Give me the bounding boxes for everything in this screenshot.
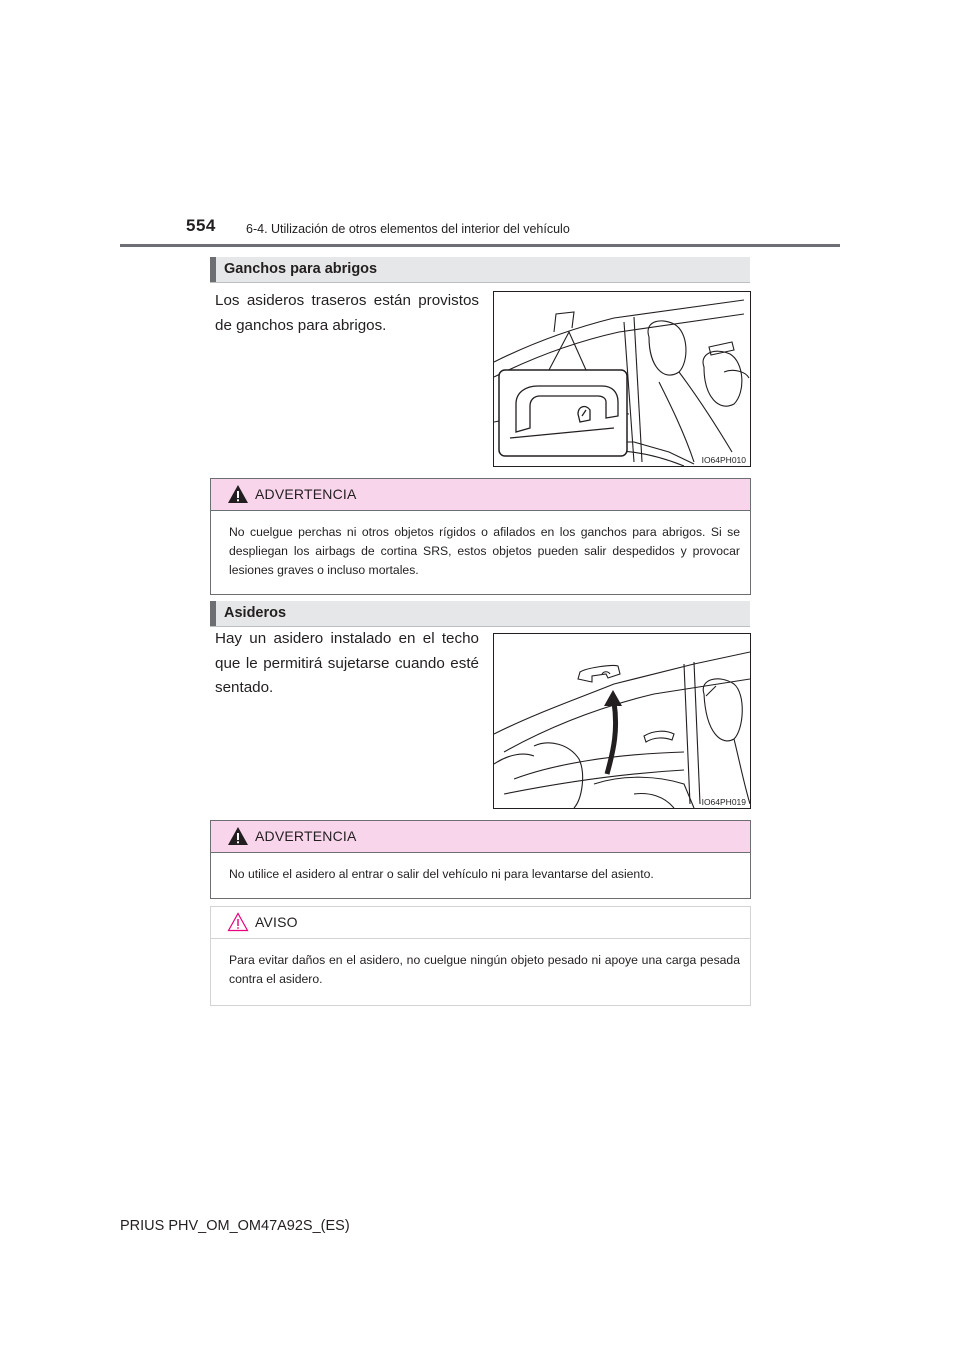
warning-box-coat-hooks — [210, 478, 751, 595]
section-heading-assist-grips — [210, 601, 750, 627]
notice-header — [211, 907, 750, 939]
warning-title: ADVERTENCIA — [255, 486, 357, 502]
section-stripe — [210, 257, 216, 282]
assist-grip-illustration — [493, 633, 751, 809]
warning-text: No cuelgue perchas ni otros objetos rígidos o afilados en los ganchos para abrigos. Si se despliegan los airbags de cortina SRS, estos objetos pueden salir despedidos y provocar lesiones graves o incluso mortales. — [229, 525, 740, 577]
warning-header — [211, 821, 750, 853]
section-stripe — [210, 601, 216, 626]
header-rule — [120, 244, 840, 247]
warning-icon — [227, 484, 249, 504]
figure-code: IO64PH019 — [701, 797, 746, 807]
section-heading-coat-hooks — [210, 257, 750, 283]
warning-text: No utilice el asidero al entrar o salir del vehículo ni para levantarse del asiento. — [229, 867, 654, 881]
warning-title: ADVERTENCIA — [255, 828, 357, 844]
section-heading-text: Asideros — [224, 605, 287, 621]
assist-grips-text: Hay un asidero instalado en el techo que le permitirá sujetarse cuando esté sentado. — [215, 630, 479, 696]
coat-hook-drawing — [494, 292, 750, 466]
warning-box-assist-grips — [210, 820, 751, 899]
figure-code: IO64PH010 — [701, 455, 746, 465]
coat-hook-illustration — [493, 291, 751, 467]
warning-icon — [227, 826, 249, 846]
warning-header — [211, 479, 750, 511]
notice-title: AVISO — [255, 914, 298, 930]
document-code: PRIUS PHV_OM_OM47A92S_(ES) — [120, 1218, 350, 1234]
notice-text: Para evitar daños en el asidero, no cuelgue ningún objeto pesado ni apoye una carga pesada contra el asidero. — [229, 953, 740, 986]
assist-grip-drawing — [494, 634, 750, 808]
coat-hooks-text: Los asideros traseros están provistos de ganchos para abrigos. — [215, 292, 479, 334]
page-number: 554 — [186, 216, 216, 235]
notice-box — [210, 906, 751, 1006]
section-heading-text: Ganchos para abrigos — [224, 261, 378, 277]
running-head: 6-4. Utilización de otros elementos del interior del vehículo — [246, 222, 570, 236]
caution-icon — [227, 912, 249, 932]
